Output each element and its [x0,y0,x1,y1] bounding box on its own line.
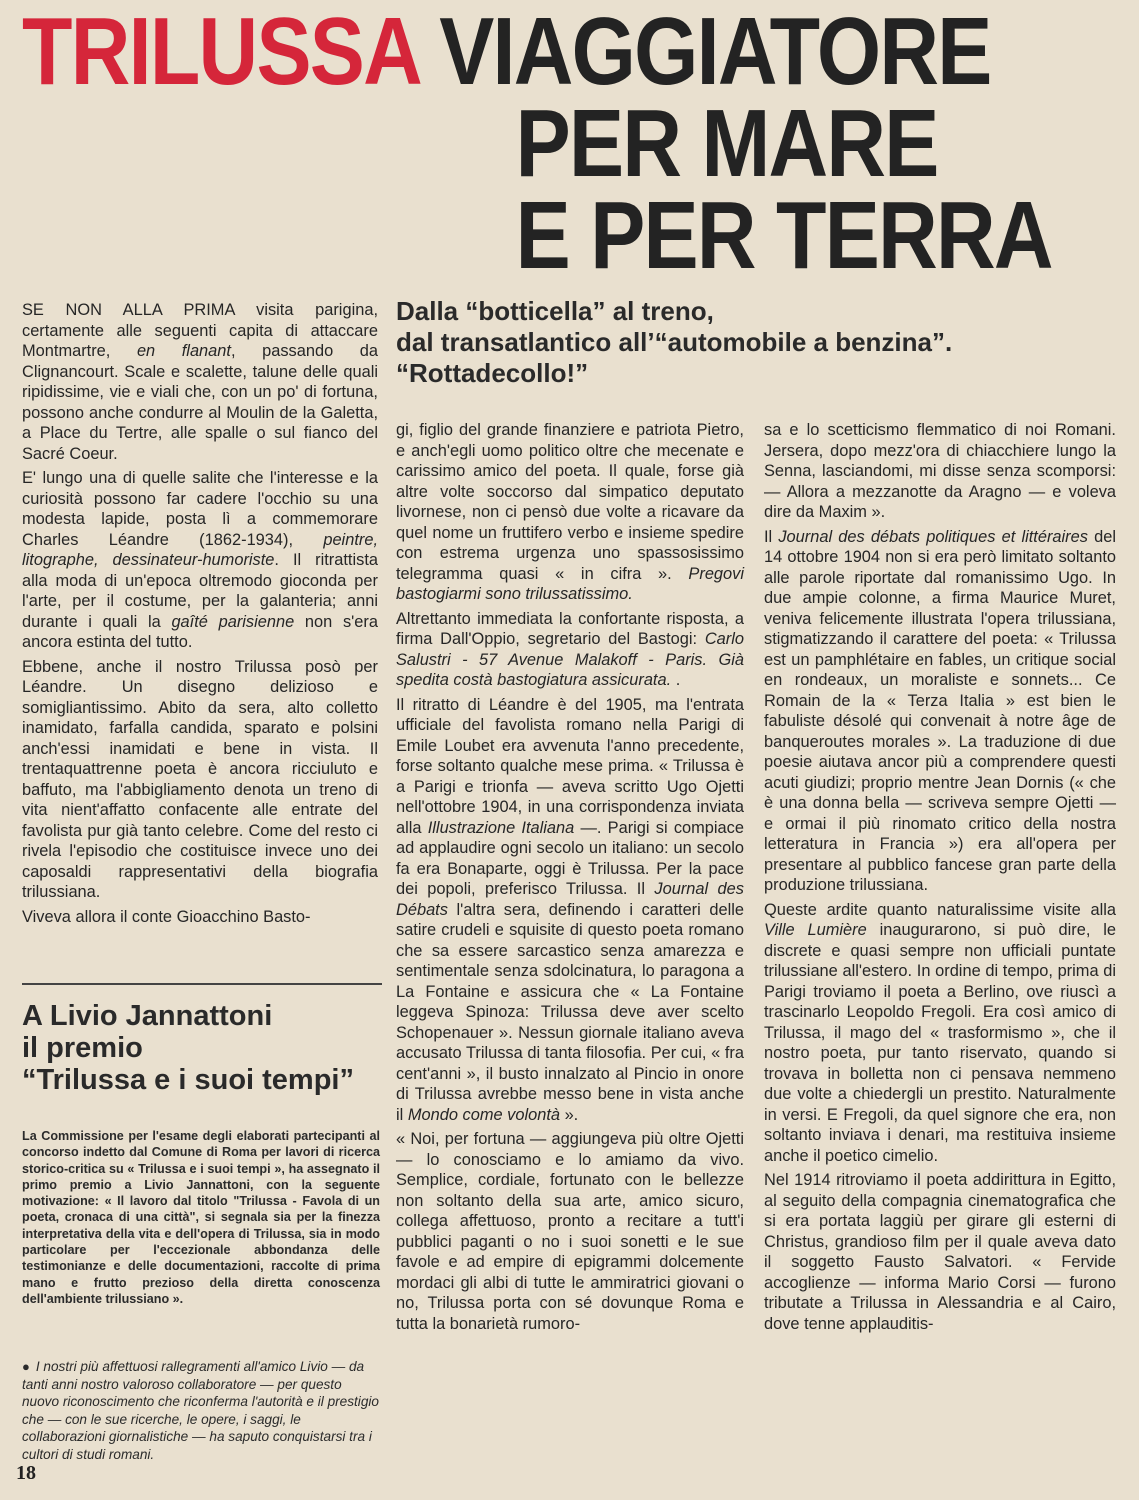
page-number: 18 [16,1462,36,1484]
text-run: gi, figlio del grande finanziere e patriota Pietro, e anch'egli uomo politico oltre che mecenate e carissimo amico del poeta. Il quale, forse già altre volte soccorso dal simpatico deputato livornese, non ci pensò due volte a ricavare da quel nome un fruttifero verbo e insieme spedire con estrema urgenza uno spassosissimo telegramma quasi « in cifra ». [396,421,744,583]
text-run: inaugurarono, si può dire, le discrete e quasi sempre non ufficiali puntate trilussiane all'estero. In ordine di tempo, prima di Parigi troviamo il poeta a Berlino, ove riuscì a trascinarlo Leopoldo Fregoli. Era così amico di Trilussa, il mago del « trasformismo », che il nostro poeta, pur tanto riservato, quando si trovava in bolletta non ci pensava nemmeno due volte a chiedergli un prestito. Naturalmente in versi. E Fregoli, da quel signore che era, non soltanto inviava i denari, ma restituiva insieme anche il poetico cimelio. [764,921,1116,1165]
box-divider [22,983,382,985]
text-run: , passando da Clignancourt. Scale e scalette, talune delle quali ripidissime, vie e viali che, con un po' di fortuna, possono anche condurre al Moulin de la Galetta, a Place du Tertre, alle spalle o sul fianco del Sacré Coeur. [22,342,379,463]
subtitle-line-3: “Rottadecollo!” [396,358,589,388]
award-box-text: La Commissione per l'esame degli elaborati partecipanti al concorso indetto dal Comune di Roma per lavori di ricerca storico-critica su « Trilussa e i suoi tempi », ha assegnato il primo premio a Livio Jannattoni, con la seguente motivazione: « Il lavoro dal titolo "Trilussa - Favola di un poeta, cronaca di una città", si segnala sia per la finezza interpretativa della vita e dell'opera di Trilussa, sia in modo particolare per l'eccezionale abbondanza delle testimonianze e delle documentazioni, raccolte di prima mano e frutto prezioso della diretta conoscenza dell'ambiente trilussiano ». [22,1129,380,1306]
article-subtitle [396,296,1136,389]
text-run: ». [560,1105,579,1124]
italic-text: Journal des Débats [396,880,744,919]
text-run: —. Parigi si compiace ad applaudire ogni secolo un italiano: un secolo fa era Bonaparte, oggi è Trilussa. Per la pace dei popoli, preferisco Trilussa. Il [396,818,744,898]
text-run: visita parigina, certamente alle seguenti capita di attaccare Montmartre, [22,301,378,360]
paragraph: Ebbene, anche il nostro Trilussa posò per Léandre. Un disegno delizioso e somigliantissimo. Abito da sera, alto colletto inamidato, farfalla candida, sparato e polsini anch'essi inamidati e bene in vista. Il trentaquattrenne poeta è ancora ricciuluto e baffuto, ma l'abbigliamento denota un treno di vita nient'affatto confacente alle entrate del favolista pur già tanto celebre. Come del resto ci rivela l'episodio che costituisce invece uno dei caposaldi rappresentativi della biografia trilussiana. [22,657,378,901]
headline-line-2: PER MARE [515,90,938,197]
paragraph: Nel 1914 ritroviamo il poeta addirittura in Egitto, al seguito della compagnia cinematografica che si era portata laggiù per girare gli esterni di Christus, grandioso film per il quale aveva dato il soggetto Fausto Salvatori. « Fervide accoglienze — informa Mario Corsi — furono tributate a Trilussa in Alessandria e al Cairo, dove tenne applauditis- [764,1171,1116,1333]
text-run: . Il ritrattista alla moda di un'epoca oltremodo gioconda per l'arte, per il costume, per la galanteria; anni durante i quali la [22,551,378,631]
italic-text: Carlo Salustri - 57 Avenue Malakoff - Paris. Già spedita costà bastogiatura assicurata. [396,630,744,689]
italic-text: Mondo come volontà [407,1105,561,1124]
text-run: non s'era ancora estinta del tutto. [22,612,378,651]
article-column-1 [22,300,378,931]
subtitle-line-2: dal transatlantico all’“automobile a benzina”. [396,327,953,357]
text-run: Altrettanto immediata la confortante risposta, a firma Dall'Oppio, segretario del Bastogi: [396,609,744,648]
paragraph [22,300,378,464]
note-text: I nostri più affettuosi rallegramenti all'amico Livio — da tanti anni nostro valoroso collaboratore — per questo nuovo riconoscimento che riconferma l'autorità e il prestigio che — con le sue ricerche, le opere, i saggi, le collaborazioni giornalistiche — ha saputo conquistarsi tra i cultori di studi romani. [22,1359,379,1462]
paragraph: sa e lo scetticismo flemmatico di noi Romani. Jersera, dopo mezz'ora di chiacchiere lungo la Senna, lasciandomi, mi disse senza scomporsi: — Allora a mezzanotte da Aragno — e voleva dire da Maxim ». [764,421,1116,521]
article-column-3 [764,420,1116,1338]
paragraph [764,900,1116,1167]
box-title-line-2: il premio [22,1032,143,1064]
italic-text: peintre, litographe, dessinateur-humoriste [22,530,378,569]
paragraph [22,468,378,653]
text-run: l'altra sera, definendo i caratteri delle satire crudeli e squisite di questo poeta romano che sa essere sarcastico senza amarezza e sentimentale senza sdolcinatura, lo paragona a La Fontaine e assicura che « La Fontaine leggeva Spinoza: Trilussa deve aver scelto Schopenauer ». Nessun giornale italiano aveva accusato Trilussa di tanta filosofia. Per cui, « fra cent'anni », il busto innalzato al Pincio in onore di Trilussa avrebbe messo bene in vista anche il [396,900,744,1124]
paragraph: « Noi, per fortuna — aggiungeva più oltre Ojetti — lo conosciamo e lo amiamo da vivo. Semplice, cordiale, fortunato con le bellezze non soltanto della sua arte, amico sicuro, collega affettuoso, pronto a recitare a tutt'i pubblici paganti o no i suoi sonetti e le sue favole e ad empire di epigrammi dolcemente mordaci gli albi di tutte le ammiratrici giovani o no, Trilussa porta con sé dovunque Roma e tutta la bonarietà rumoro- [396,1130,744,1333]
headline-trilussa: TRILUSSA [22,0,418,105]
award-box-note [22,1358,380,1463]
italic-text: Pregovi bastogiarmi sono trilussatissimo. [396,564,744,603]
box-title-line-1: A Livio Jannattoni [22,1000,273,1032]
award-box-title [22,1000,382,1096]
paragraph: Viveva allora il conte Gioacchino Basto- [22,907,311,926]
article-column-2 [396,420,744,1338]
headline-line-1 [22,0,991,105]
text-run: Queste ardite quanto naturalissime visite alla [764,900,1116,919]
italic-text: Ville Lumière [764,921,867,939]
text-run: E' lungo una di quelle salite che l'interesse e la curiosità possono far cadere l'occhio su una modesta lapide, posta lì a commemorare Charles Léandre (1862-1934), [22,469,378,549]
paragraph [396,609,744,691]
headline-viaggiatore: VIAGGIATORE [439,0,991,105]
paragraph [396,420,744,605]
text-run: Il ritratto di Léandre è del 1905, ma l'entrata ufficiale del favolista romano nella Parigi di Emile Loubet era avvenuta l'anno precedente, forse soltanto qualche mese prima. « Trilussa è a Parigi e trionfa — aveva scritto Ugo Ojetti nell'ottobre 1904, in una corrispondenza inviata alla [396,695,744,837]
italic-text: Journal des débats politiques et littéraires [778,527,1088,546]
text-run: . [671,671,681,689]
headline-line-3: E PER TERRA [515,182,1052,289]
italic-text: gaîté parisienne [171,612,295,631]
paragraph [764,527,1116,896]
text-run: del 14 ottobre 1904 non si era però limitato soltanto alle parole riportate dal romanissimo Ugo. In due ampie colonne, a firma Maurice Muret, veniva felicemente illustrata l'opera trilussiana, stigmatizzando il carattere del poeta: « Trilussa est un pamphlétaire en fables, un critique social en rondeaux, un moraliste e sonnets... Ce Romain de la « Terza Italia » est bien le fabuliste désolé qui convenait à notre âge de banqueroutes morales ». La traduzione di due poesie aiutava ancor più a comprendere questi acuti giudizi; proprio mentre Jean Dornis (« che è una donna bella — scriveva sempre Ojetti — e ormai il più rinomato critico della nostra letteratura in Francia ») era all'opera per presentare al pubblico fancese gran parte della produzione trilussiana. [764,527,1116,894]
italic-text: Illustrazione Italiana [427,818,575,837]
lead-in-text: SE NON ALLA PRIMA [22,301,235,319]
subtitle-line-1: Dalla “botticella” al treno, [396,296,714,326]
italic-text: en flanant [136,342,231,360]
text-run: Il [764,527,779,546]
paragraph [396,695,744,1126]
bullet-icon: ● [22,1359,30,1374]
box-title-line-3: “Trilussa e i suoi tempi” [22,1064,354,1096]
